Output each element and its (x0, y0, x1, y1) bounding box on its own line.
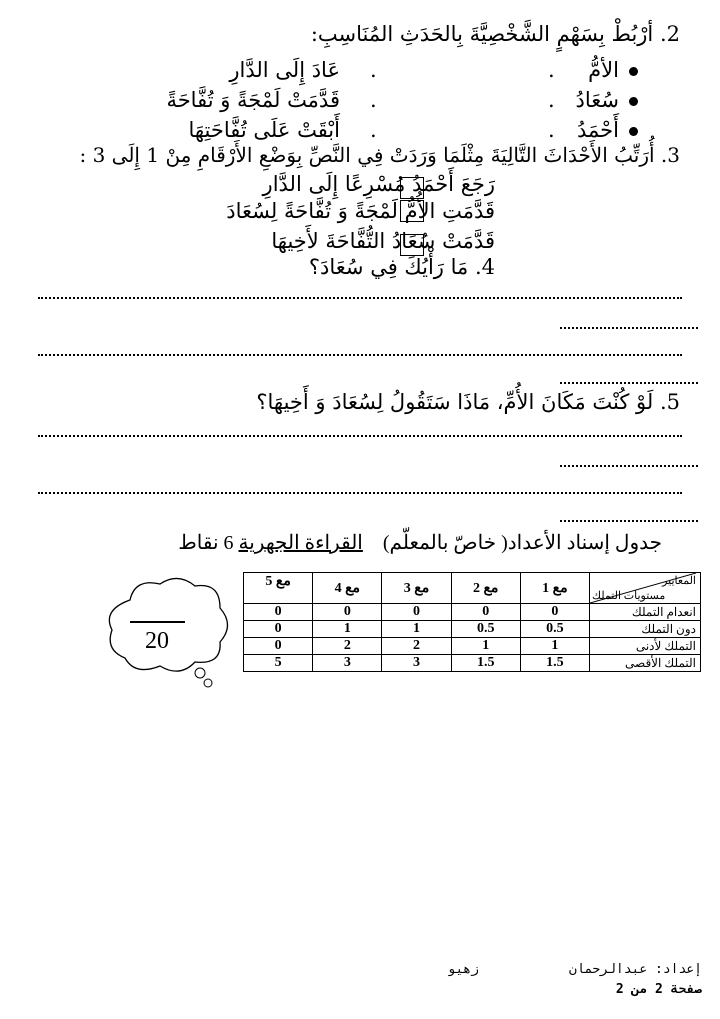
q3-item-3: قَدَّمَتْ سُعَادُ التُّفَّاحَةَ لأَخِيهَا (271, 229, 495, 253)
grading-heading: جدول إسناد الأعداد( خاصّ بالمعلّم) القراءة الجهرية 6 نقاط (178, 532, 662, 554)
answer-line[interactable] (560, 327, 698, 329)
criterion-header: مع 5 (244, 573, 313, 604)
answer-line[interactable] (38, 297, 682, 299)
event-1: عَادَ إِلَى الدَّارِ (229, 58, 340, 82)
character-1: الأمُّ (588, 58, 638, 82)
table-row: التملك لأدنى 1 1 2 2 0 (244, 638, 701, 655)
criterion-header: مع 3 (382, 573, 451, 604)
table-row: دون التملك 0.5 0.5 1 1 0 (244, 621, 701, 638)
criterion-header: مع 1 (520, 573, 589, 604)
footer-author: إعداد: عبدالرحمانزهيو (447, 962, 702, 977)
link-point[interactable]: . (370, 58, 377, 82)
answer-line[interactable] (560, 465, 698, 467)
bullet-icon (629, 127, 638, 136)
score-total: 20 (145, 628, 169, 654)
q2-title: 2. أرْبُطْ بِسَهْمٍ الشَّخْصِيَّةَ بِالحَدَثِ المُنَاسِبِ: (310, 22, 680, 46)
answer-line[interactable] (560, 382, 698, 384)
page-number: صفحة 2 من 2 (615, 982, 702, 997)
order-box-2[interactable] (400, 200, 424, 222)
q3-item-1: رَجَعَ أَحْمَدُ مُسْرِعًا إِلَى الدَّارِ (262, 172, 495, 196)
character-3: أَحْمَدُ (577, 118, 638, 142)
bullet-icon (629, 67, 638, 76)
answer-line[interactable] (38, 354, 682, 356)
grading-table (243, 572, 701, 672)
q4-title: 4. مَا رَأْيُكَ فِي سُعَادَ؟ (308, 255, 495, 279)
character-2: سُعَادُ (576, 88, 638, 112)
criterion-header: مع 4 (313, 573, 382, 604)
q3-title: 3. أُرَتِّبُ الأَحْدَاثَ التَّالِيَةَ مِثْلَمَا وَرَدَتْ فِي النَّصِّ بِوَضْعِ الأَرْقَامِ مِنْ 1 إِلَى 3 : (79, 143, 680, 167)
answer-line[interactable] (560, 520, 698, 522)
score-cloud (100, 570, 235, 695)
link-point[interactable]: . (548, 118, 555, 142)
link-point[interactable]: . (548, 88, 555, 112)
table-row: انعدام التملك 0 0 0 0 0 (244, 604, 701, 621)
link-point[interactable]: . (370, 118, 377, 142)
order-box-3[interactable] (400, 234, 424, 256)
table-row: التملك الأقصى 1.5 1.5 3 3 5 (244, 655, 701, 672)
link-point[interactable]: . (548, 58, 555, 82)
event-3: أَبْقَتْ عَلَى تُفَّاحَتِهَا (188, 118, 340, 142)
bullet-icon (629, 97, 638, 106)
link-point[interactable]: . (370, 88, 377, 112)
answer-line[interactable] (38, 492, 682, 494)
q3-item-2: قَدَّمَتِ الأُمُّ لَمْجَةً وَ تُفَّاحَةً لِسُعَادَ (226, 199, 495, 223)
corner-cell: المعايير مستويات التملك (590, 573, 701, 604)
order-box-1[interactable] (400, 177, 424, 199)
event-2: قَدَّمَتْ لَمْجَةً وَ تُفَّاحَةً (166, 88, 340, 112)
answer-line[interactable] (38, 435, 682, 437)
q5-title: 5. لَوْ كُنْتَ مَكَانَ الأُمِّ، مَاذَا سَتَقُولُ لِسُعَادَ وَ أَخِيهَا؟ (256, 390, 680, 414)
criterion-header: مع 2 (451, 573, 520, 604)
